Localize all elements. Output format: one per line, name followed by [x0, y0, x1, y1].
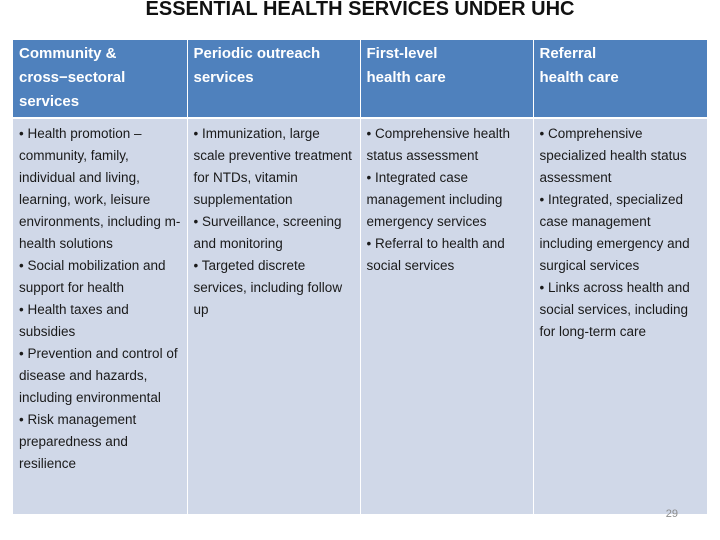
list-item: • Health promotion – community, family, individual and living, learning, work, leisure environments, including m-health solutions [19, 126, 181, 251]
header-line: cross−sectoral [19, 69, 126, 86]
header-line: Community & [19, 45, 117, 62]
referral-care-cell [533, 118, 707, 514]
list-item: • Comprehensive specialized health status assessment [539, 126, 687, 185]
list-item: • Comprehensive health status assessment [366, 126, 511, 163]
health-services-table [13, 40, 707, 514]
header-line: health care [366, 69, 446, 86]
first-level-care-cell [360, 118, 533, 514]
community-services-cell [13, 118, 187, 514]
list-item: • Targeted discrete services, including follow up [193, 258, 343, 317]
list-item: • Surveillance, screening and monitoring [193, 214, 342, 251]
periodic-outreach-cell [187, 118, 360, 514]
header-line: First-level [366, 45, 438, 62]
list-item: • Integrated, specialized case management including emergency and surgical services [539, 192, 690, 273]
list-item: • Referral to health and social services [366, 236, 505, 273]
table-header-row [13, 40, 707, 118]
slide-title: ESSENTIAL HEALTH SERVICES UNDER UHC [145, 0, 575, 20]
header-referral-care [533, 40, 707, 118]
header-line: Periodic outreach [193, 45, 321, 62]
list-item: • Links across health and social services, including for long-term care [539, 280, 690, 339]
page-number: 29 [665, 508, 678, 520]
header-line: health care [539, 69, 619, 86]
header-periodic-outreach [187, 40, 360, 118]
list-item: • Risk management preparedness and resilience [19, 412, 137, 471]
header-line: services [193, 69, 254, 86]
list-item: • Health taxes and subsidies [19, 302, 129, 339]
table-body-row [13, 118, 707, 514]
list-item: • Integrated case management including emergency services [366, 170, 503, 229]
header-line: services [19, 93, 80, 110]
list-item: • Prevention and control of disease and hazards, including environmental [19, 346, 178, 405]
header-community-services [13, 40, 187, 118]
header-line: Referral [539, 45, 597, 62]
header-first-level-care [360, 40, 533, 118]
list-item: • Immunization, large scale preventive treatment for NTDs, vitamin supplementation [193, 126, 352, 207]
list-item: • Social mobilization and support for health [19, 258, 166, 295]
